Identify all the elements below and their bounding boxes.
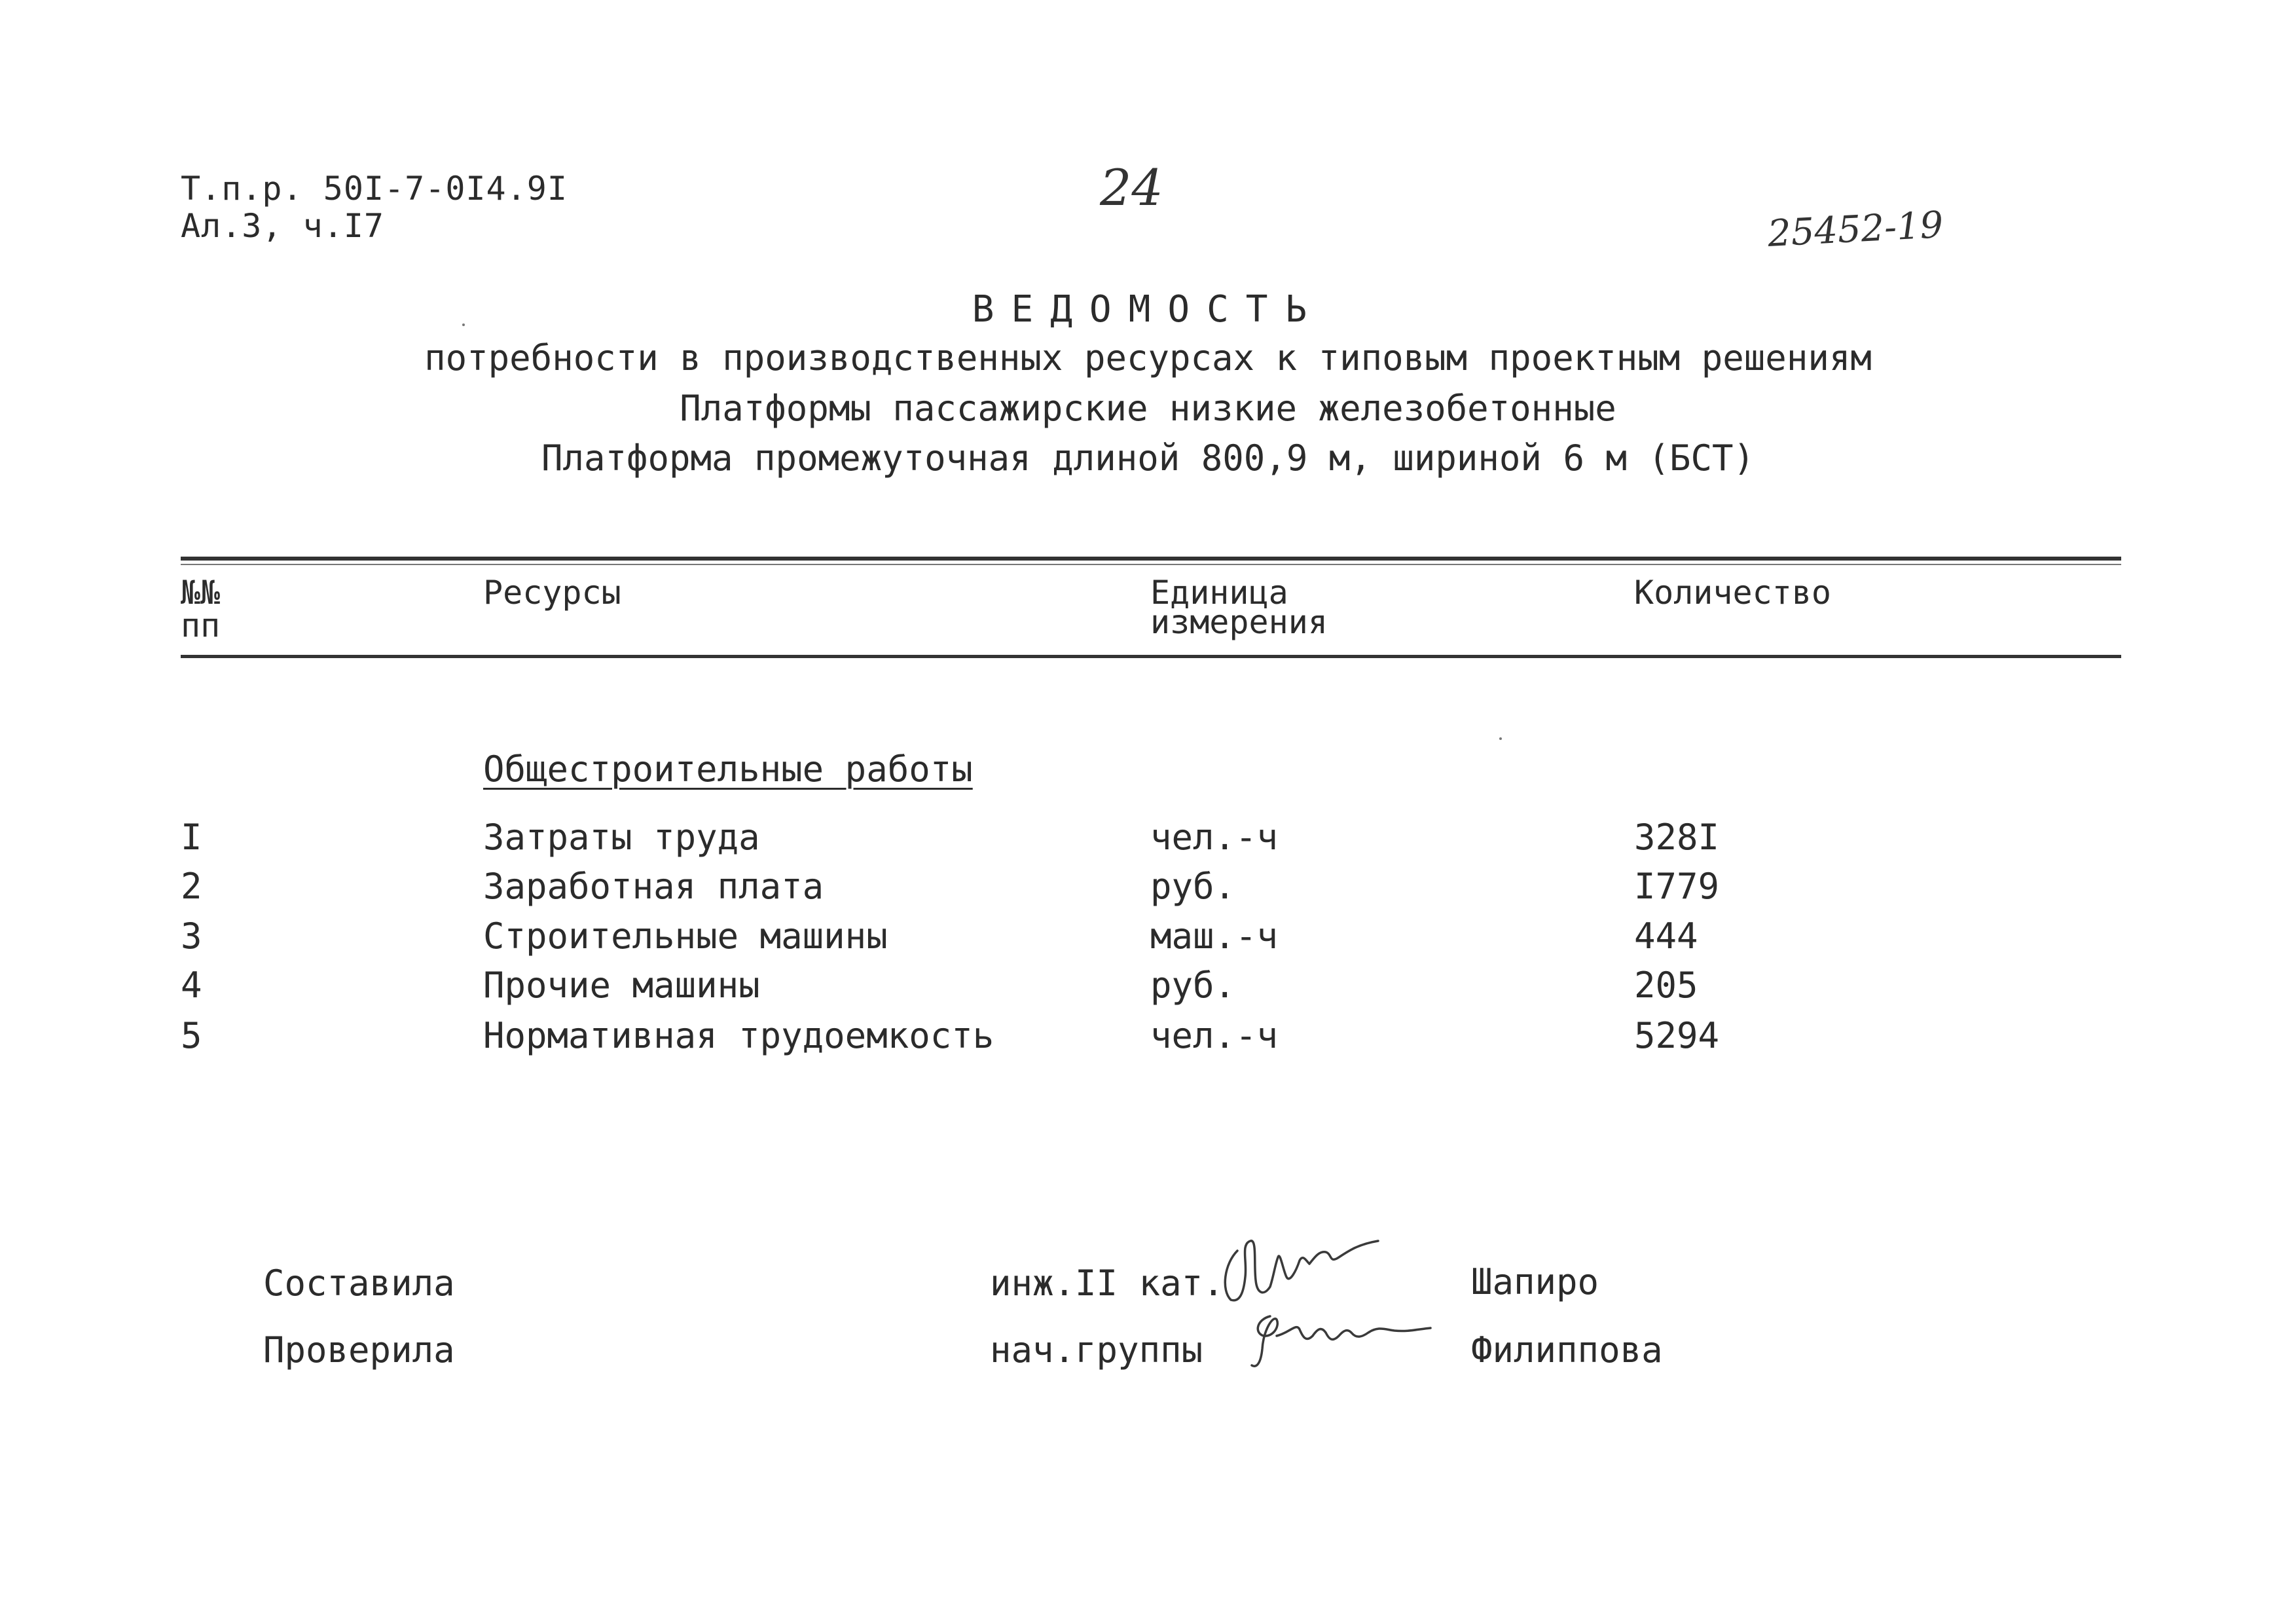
row-unit: чел.-ч [1150, 1015, 1279, 1056]
row-unit: маш.-ч [1150, 915, 1279, 957]
row-number: 5 [181, 1015, 202, 1056]
page-number: 24 [1100, 158, 1163, 217]
row-quantity: 444 [1634, 915, 1698, 957]
speck [1499, 737, 1502, 740]
document-title: ВЕДОМОСТЬ [972, 288, 1324, 331]
row-resource: Строительные машины [483, 915, 888, 957]
composed-label: Составила [263, 1263, 455, 1304]
header-num-line1: №№ [181, 574, 221, 612]
table-header-rule [181, 655, 2121, 658]
row-quantity: 205 [1634, 965, 1698, 1006]
row-quantity: 5294 [1634, 1015, 1720, 1056]
checked-name: Филиппова [1471, 1329, 1663, 1371]
row-number: 4 [181, 965, 202, 1006]
checked-label: Проверила [263, 1329, 455, 1371]
row-number: 2 [181, 866, 202, 907]
checked-position: нач.группы [990, 1329, 1203, 1371]
header-num-line2: пп [181, 606, 221, 644]
title-line-3: Платформа промежуточная длиной 800,9 м, шириной 6 м (БСТ) [541, 437, 1755, 479]
row-quantity: 328I [1634, 817, 1720, 858]
header-unit-line2: измерения [1150, 603, 1328, 641]
composed-position: инж.II кат. [990, 1263, 1224, 1304]
composed-name: Шапиро [1471, 1261, 1599, 1302]
header-resource: Ресурсы [483, 574, 621, 612]
signature-checked [1244, 1297, 1440, 1375]
document-code: Т.п.р. 50I-7-0I4.9I [181, 170, 568, 208]
title-line-2: Платформы пассажирские низкие железобетонные [680, 388, 1616, 429]
row-unit: чел.-ч [1150, 817, 1279, 858]
row-quantity: I779 [1634, 866, 1720, 907]
row-resource: Нормативная трудоемкость [483, 1015, 994, 1056]
row-unit: руб. [1150, 965, 1236, 1006]
section-title: Общестроительные работы [483, 748, 973, 790]
header-quantity: Количество [1634, 574, 1832, 612]
row-resource: Затраты труда [483, 817, 760, 858]
row-resource: Прочие машины [483, 965, 760, 1006]
row-number: 3 [181, 915, 202, 957]
table-top-rule [181, 557, 2121, 561]
row-unit: руб. [1150, 866, 1236, 907]
title-line-1: потребности в производственных ресурсах к типовым проектным решениям [424, 337, 1872, 378]
document-sheet: Ал.3, ч.I7 [181, 207, 385, 245]
archive-number: 25452-19 [1766, 204, 1944, 255]
header-unit-line1: Единица [1150, 574, 1288, 612]
row-resource: Заработная плата [483, 866, 824, 907]
table-top-rule-thin [181, 564, 2121, 565]
row-number: I [181, 817, 202, 858]
